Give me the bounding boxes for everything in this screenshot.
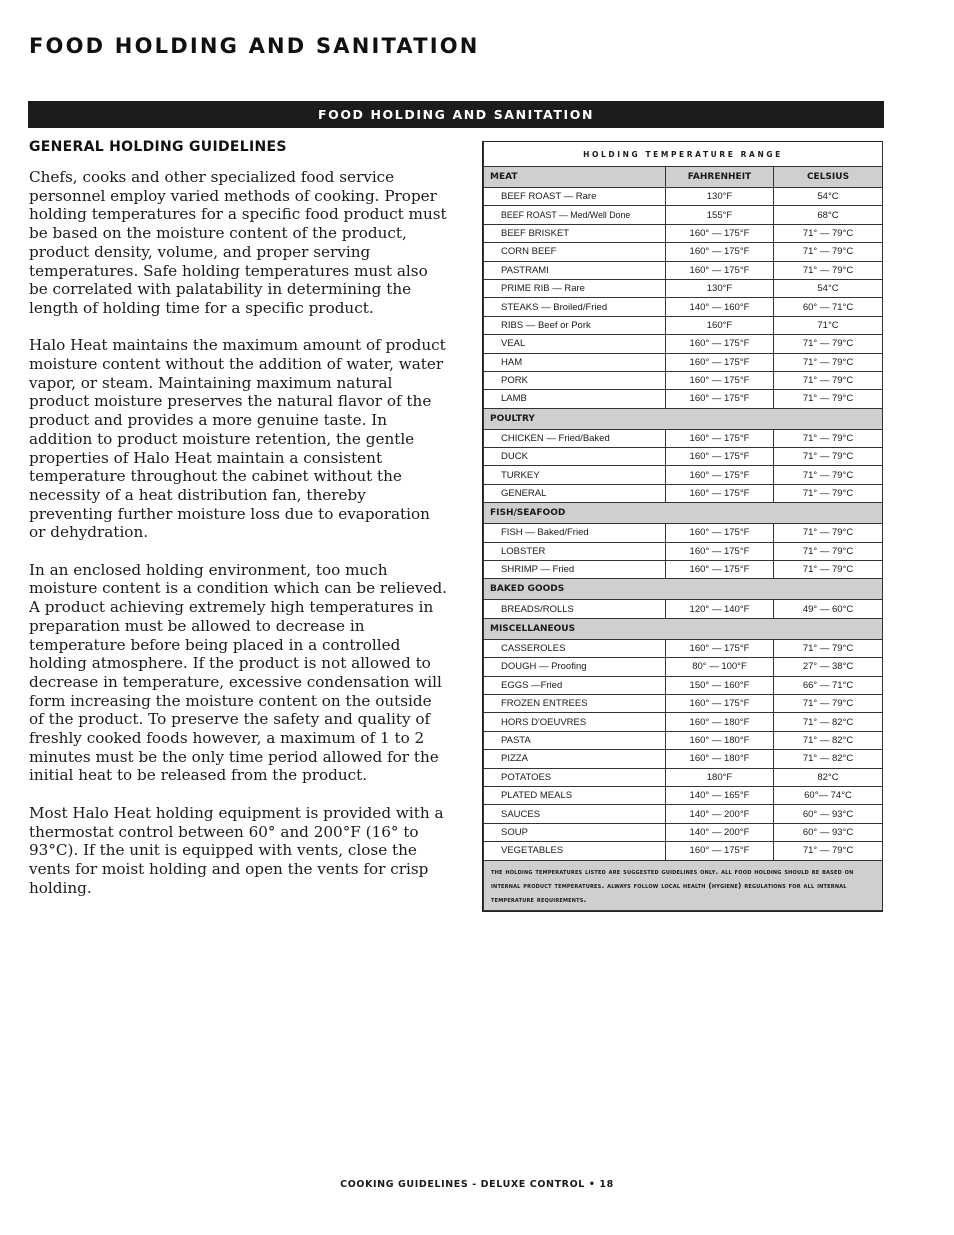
table-row [484, 639, 883, 657]
category-row [484, 579, 883, 600]
fahrenheit-cell: 160° — 175°F [666, 429, 774, 447]
table-row [484, 188, 883, 206]
table-row [484, 694, 883, 712]
celsius-cell: 71° — 79°C [774, 390, 883, 408]
fahrenheit-cell: 150° — 160°F [666, 676, 774, 694]
table-title: HOLDING TEMPERATURE RANGE [484, 142, 883, 167]
celsius-cell: 54°C [774, 188, 883, 206]
food-name-cell: PIZZA [484, 750, 666, 768]
page-footer: COOKING GUIDELINES - DELUXE CONTROL • 18 [340, 1179, 614, 1190]
column-header-row [484, 167, 883, 188]
paragraph: In an enclosed holding environment, too much moisture content is a condition which can be relieved. A product achieving extremely high temperatures in preparation must be allowed to decrease in temperature before being placed in a controlled holding atmosphere. If the product is not allowed to decrease in temperature, excessive condensation will form increasing the moisture content on the outside of the product. To preserve the safety and quality of freshly cooked foods however, a maximum of 1 to 2 minutes must be the only time period allowed for the initial heat to be released from the product. [29, 560, 448, 785]
celsius-cell: 71° — 82°C [774, 731, 883, 749]
food-name-cell: BEEF BRISKET [484, 224, 666, 242]
table-row [484, 298, 883, 316]
fahrenheit-cell: 160° — 175°F [666, 561, 774, 579]
table-row [484, 823, 883, 841]
food-name-cell: EGGS —Fried [484, 676, 666, 694]
celsius-cell: 71° — 82°C [774, 713, 883, 731]
table-row [484, 713, 883, 731]
body-text [29, 168, 449, 916]
food-name-cell: SHRIMP — Fried [484, 561, 666, 579]
table-row [484, 316, 883, 334]
food-name-cell: BEEF ROAST — Med/Well Done [484, 206, 666, 224]
category-label: MEAT [484, 167, 666, 188]
food-name-cell: CHICKEN — Fried/Baked [484, 429, 666, 447]
fahrenheit-cell: 160° — 175°F [666, 694, 774, 712]
section-header-bar: FOOD HOLDING AND SANITATION [28, 101, 884, 128]
fahrenheit-cell: 140° — 200°F [666, 823, 774, 841]
fahrenheit-cell: 130°F [666, 279, 774, 297]
table-row [484, 805, 883, 823]
table-row [484, 448, 883, 466]
table-row [484, 768, 883, 786]
food-name-cell: LOBSTER [484, 542, 666, 560]
fahrenheit-cell: 140° — 200°F [666, 805, 774, 823]
celsius-cell: 71° — 79°C [774, 261, 883, 279]
celsius-column-header: CELSIUS [774, 167, 883, 188]
table-row [484, 279, 883, 297]
fahrenheit-cell: 160° — 175°F [666, 243, 774, 261]
food-name-cell: PORK [484, 371, 666, 389]
celsius-cell: 66° — 71°C [774, 676, 883, 694]
food-name-cell: DOUGH — Proofing [484, 658, 666, 676]
food-name-cell: HAM [484, 353, 666, 371]
food-name-cell: PASTRAMI [484, 261, 666, 279]
table-row [484, 658, 883, 676]
celsius-cell: 71° — 79°C [774, 243, 883, 261]
category-label: POULTRY [484, 408, 883, 429]
table-row [484, 750, 883, 768]
celsius-cell: 71° — 79°C [774, 524, 883, 542]
fahrenheit-cell: 160° — 175°F [666, 371, 774, 389]
table-row [484, 261, 883, 279]
category-row [484, 408, 883, 429]
table-row [484, 243, 883, 261]
food-name-cell: PRIME RIB — Rare [484, 279, 666, 297]
fahrenheit-cell: 160°F [666, 316, 774, 334]
category-row [484, 503, 883, 524]
table-row [484, 353, 883, 371]
celsius-cell: 71° — 79°C [774, 561, 883, 579]
celsius-cell: 71° — 79°C [774, 371, 883, 389]
celsius-cell: 71° — 79°C [774, 694, 883, 712]
celsius-cell: 71° — 82°C [774, 750, 883, 768]
table-row [484, 731, 883, 749]
food-name-cell: STEAKS — Broiled/Fried [484, 298, 666, 316]
food-name-cell: FISH — Baked/Fried [484, 524, 666, 542]
celsius-cell: 68°C [774, 206, 883, 224]
paragraph: Chefs, cooks and other specialized food service personnel employ varied methods of cooking. Proper holding temperatures for a specific food product must be based on the moisture content of the product, product density, volume, and proper serving temperatures. Safe holding temperatures must also be correlated with palatability in determining the length of holding time for a specific product. [29, 168, 447, 317]
table-row [484, 542, 883, 560]
food-name-cell: VEGETABLES [484, 842, 666, 860]
table-note-row [484, 860, 883, 910]
category-label: BAKED GOODS [484, 579, 883, 600]
fahrenheit-cell: 140° — 165°F [666, 786, 774, 804]
celsius-cell: 71° — 79°C [774, 466, 883, 484]
celsius-cell: 71° — 79°C [774, 484, 883, 502]
table-row [484, 206, 883, 224]
table-row [484, 390, 883, 408]
food-name-cell: LAMB [484, 390, 666, 408]
sub-heading: GENERAL HOLDING GUIDELINES [29, 139, 287, 155]
food-name-cell: CORN BEEF [484, 243, 666, 261]
fahrenheit-cell: 160° — 175°F [666, 466, 774, 484]
fahrenheit-cell: 160° — 175°F [666, 335, 774, 353]
fahrenheit-cell: 160° — 175°F [666, 484, 774, 502]
food-name-cell: SOUP [484, 823, 666, 841]
fahrenheit-cell: 160° — 180°F [666, 750, 774, 768]
fahrenheit-cell: 140° — 160°F [666, 298, 774, 316]
table-row [484, 600, 883, 618]
table-row [484, 524, 883, 542]
celsius-cell: 54°C [774, 279, 883, 297]
celsius-cell: 71° — 79°C [774, 335, 883, 353]
page-title: FOOD HOLDING AND SANITATION [29, 34, 480, 58]
table-row [484, 371, 883, 389]
fahrenheit-cell: 80° — 100°F [666, 658, 774, 676]
celsius-cell: 27° — 38°C [774, 658, 883, 676]
food-name-cell: CASSEROLES [484, 639, 666, 657]
table-row [484, 842, 883, 860]
fahrenheit-cell: 120° — 140°F [666, 600, 774, 618]
celsius-cell: 71° — 79°C [774, 353, 883, 371]
table-row [484, 429, 883, 447]
holding-temperature-table [482, 141, 883, 912]
food-name-cell: POTATOES [484, 768, 666, 786]
paragraph: Halo Heat maintains the maximum amount of product moisture content without the addition of water, water vapor, or steam. Maintaining maximum natural product moisture preserves the natural flavor of the product and provides a more genuine taste. In addition to product moisture retention, the gentle properties of Halo Heat maintain a consistent temperature throughout the cabinet without the necessity of a heat distribution fan, thereby preventing further moisture loss due to evaporation or dehydration. [29, 336, 446, 542]
food-name-cell: TURKEY [484, 466, 666, 484]
fahrenheit-cell: 155°F [666, 206, 774, 224]
food-name-cell: RIBS — Beef or Pork [484, 316, 666, 334]
food-name-cell: BEEF ROAST — Rare [484, 188, 666, 206]
category-label: MISCELLANEOUS [484, 618, 883, 639]
celsius-cell: 71° — 79°C [774, 224, 883, 242]
celsius-cell: 71° — 79°C [774, 542, 883, 560]
food-name-cell: PLATED MEALS [484, 786, 666, 804]
fahrenheit-cell: 160° — 175°F [666, 390, 774, 408]
table-row [484, 561, 883, 579]
category-row [484, 618, 883, 639]
paragraph: Most Halo Heat holding equipment is provided with a thermostat control between 60° and 200°F (16° to 93°C). If the unit is equipped with vents, close the vents for moist holding and open the vents for crisp holding. [29, 803, 444, 897]
celsius-cell: 60° — 93°C [774, 805, 883, 823]
fahrenheit-cell: 130°F [666, 188, 774, 206]
celsius-cell: 49° — 60°C [774, 600, 883, 618]
fahrenheit-cell: 160° — 175°F [666, 261, 774, 279]
fahrenheit-cell: 160° — 175°F [666, 224, 774, 242]
fahrenheit-cell: 160° — 180°F [666, 713, 774, 731]
table-row [484, 335, 883, 353]
fahrenheit-cell: 160° — 180°F [666, 731, 774, 749]
fahrenheit-cell: 160° — 175°F [666, 353, 774, 371]
table-row [484, 484, 883, 502]
celsius-cell: 71° — 79°C [774, 429, 883, 447]
table-note: the holding temperatures listed are suggested guidelines only. all food holding should be based on internal product temperatures. always follow local health (hygiene) regulations for all internal temperature requirements. [484, 860, 883, 910]
fahrenheit-cell: 180°F [666, 768, 774, 786]
celsius-cell: 60° — 71°C [774, 298, 883, 316]
fahrenheit-cell: 160° — 175°F [666, 639, 774, 657]
table-row [484, 676, 883, 694]
table-row [484, 466, 883, 484]
celsius-cell: 71° — 79°C [774, 639, 883, 657]
food-name-cell: VEAL [484, 335, 666, 353]
food-name-cell: SAUCES [484, 805, 666, 823]
celsius-cell: 71°C [774, 316, 883, 334]
celsius-cell: 60° — 93°C [774, 823, 883, 841]
table-title-row [484, 142, 883, 167]
food-name-cell: HORS D'OEUVRES [484, 713, 666, 731]
fahrenheit-cell: 160° — 175°F [666, 842, 774, 860]
category-label: FISH/SEAFOOD [484, 503, 883, 524]
fahrenheit-cell: 160° — 175°F [666, 524, 774, 542]
celsius-cell: 71° — 79°C [774, 842, 883, 860]
table-row [484, 224, 883, 242]
celsius-cell: 60°— 74°C [774, 786, 883, 804]
celsius-cell: 82°C [774, 768, 883, 786]
celsius-cell: 71° — 79°C [774, 448, 883, 466]
food-name-cell: DUCK [484, 448, 666, 466]
food-name-cell: FROZEN ENTREES [484, 694, 666, 712]
table-row [484, 786, 883, 804]
fahrenheit-cell: 160° — 175°F [666, 448, 774, 466]
fahrenheit-cell: 160° — 175°F [666, 542, 774, 560]
food-name-cell: BREADS/ROLLS [484, 600, 666, 618]
food-name-cell: PASTA [484, 731, 666, 749]
fahrenheit-column-header: FAHRENHEIT [666, 167, 774, 188]
food-name-cell: GENERAL [484, 484, 666, 502]
